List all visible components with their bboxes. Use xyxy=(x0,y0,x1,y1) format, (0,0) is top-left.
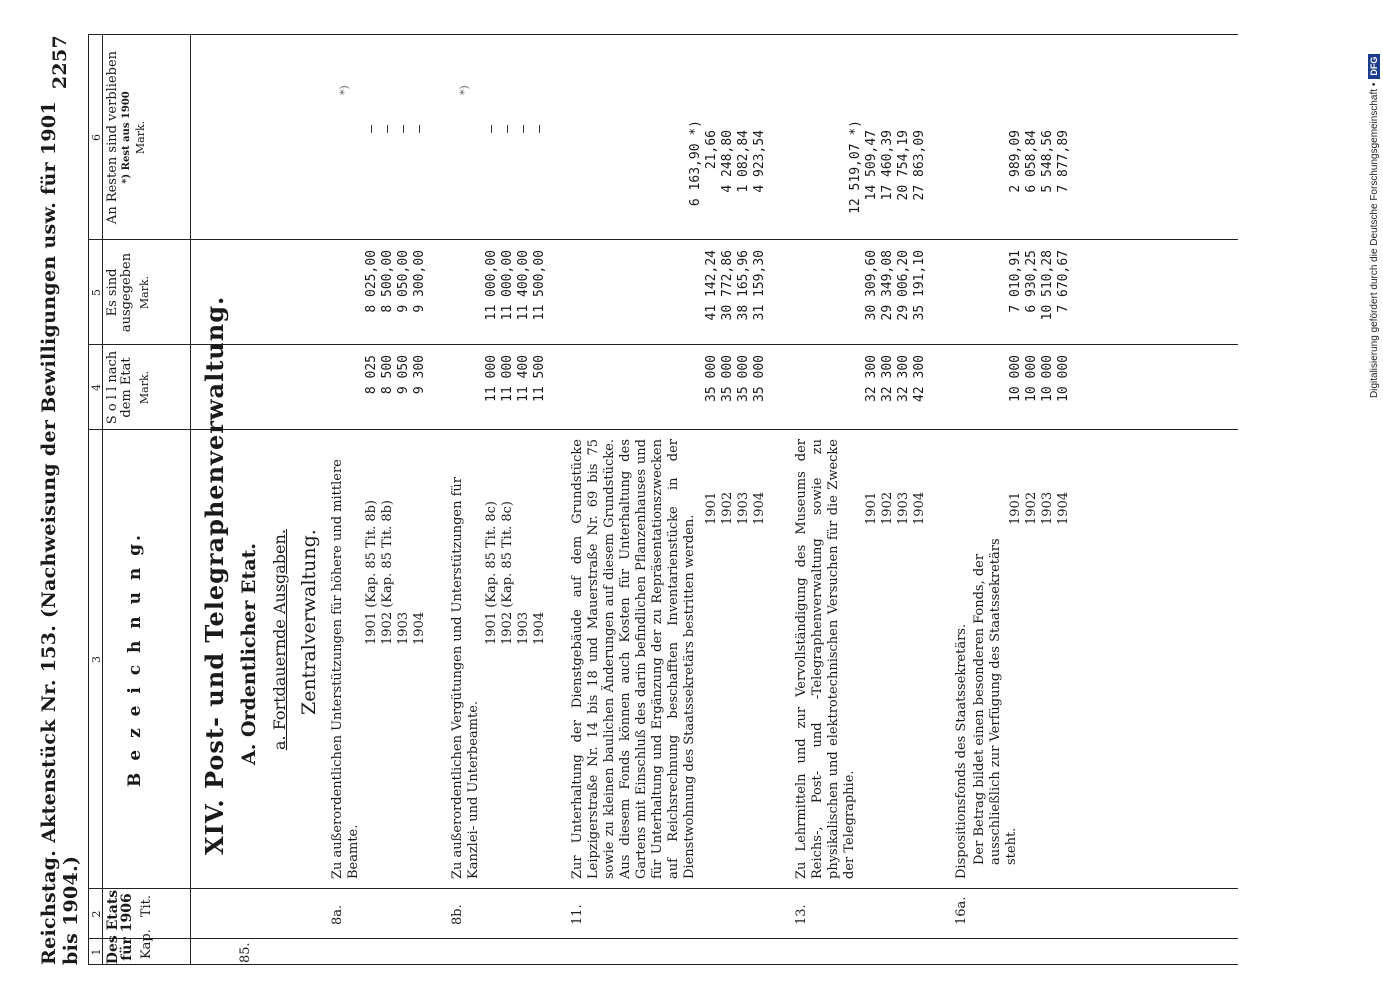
ausgegeben-value: 35 191,10 xyxy=(912,250,927,321)
col-head-bezeichnung-label: B e z e i c h n u n g. xyxy=(125,532,145,787)
section-ordentlicher-etat: A. Ordentlicher Etat. xyxy=(238,543,260,765)
rest-value: 5 548,56 xyxy=(1040,130,1055,193)
footnote-star: *) xyxy=(338,85,351,95)
ausgegeben-value: 7 670,67 xyxy=(1056,250,1071,313)
col-head-etat xyxy=(106,889,154,965)
digitization-note xyxy=(1362,8,1382,398)
rest-value: — xyxy=(500,125,515,133)
col-head-bezeichnung xyxy=(125,430,145,889)
entry-year-row: 1904 xyxy=(912,491,927,525)
ausgegeben-value: 6 930,25 xyxy=(1024,250,1039,313)
col-head-soll-label: S o l l nach dem Etat xyxy=(105,350,134,425)
entry-year-row: 1901 xyxy=(704,491,719,525)
col-num-3: 3 xyxy=(90,656,103,663)
soll-value: 42 300 xyxy=(912,355,927,402)
col-head-reste-unit: Mark. xyxy=(134,120,147,155)
ausgegeben-value: 29 006,20 xyxy=(896,250,911,321)
ausgegeben-value: 38 165,96 xyxy=(736,250,751,321)
col-head-ausgegeben-unit: Mark. xyxy=(138,275,151,310)
entry-text: Dispositionsfonds des Staatssekretärs. xyxy=(954,623,969,879)
rest-value: 20 754,19 xyxy=(896,130,911,201)
soll-value: 8 500 xyxy=(380,355,395,395)
ausgegeben-value: 41 142,24 xyxy=(704,250,719,321)
col-num-2: 2 xyxy=(90,910,103,918)
soll-value: 10 000 xyxy=(1024,355,1039,402)
ausgegeben-value: 7 010,91 xyxy=(1008,250,1023,313)
col-num-6: 6 xyxy=(90,134,103,141)
rest-value: 6 058,84 xyxy=(1024,130,1039,193)
entry-year-row: 1904 xyxy=(412,611,427,645)
entry-year-row: 1901 xyxy=(1008,491,1023,525)
rest-value: 17 460,39 xyxy=(880,130,895,201)
entry-year-row: 1901 (Kap. 85 Tit. 8c) xyxy=(484,501,499,645)
entry-year-row: 1903 xyxy=(516,611,531,645)
entry-year-row: 1902 xyxy=(1024,491,1039,525)
page-header xyxy=(40,35,80,965)
soll-value: 11 500 xyxy=(532,355,547,402)
ausgegeben-value: 11 400,00 xyxy=(516,250,531,321)
entry-year-row: 1903 xyxy=(1040,491,1055,525)
entry-tit: 16a. xyxy=(954,896,969,925)
entry-text: Zu Lehrmitteln und zur Vervollständigung des Museums der Reichs-, Post- und -Telegraphenverwaltung sowie zu physikalischen und elektrotechnischen Versuchen für die Zwecke der Telegraphie. xyxy=(794,439,857,879)
entry-tit: 13. xyxy=(794,904,809,925)
entry-tit: 8b. xyxy=(450,904,465,925)
col-head-ausgegeben xyxy=(106,240,152,345)
entry-note: Der Betrag bildet einen besonderen Fonds, der ausschließlich zur Verfügung des Staatssekretärs steht. xyxy=(972,538,1019,865)
rotated-document-page xyxy=(40,35,1240,965)
entry-tit: 8a. xyxy=(330,904,345,925)
soll-value: 9 050 xyxy=(396,355,411,395)
ausgegeben-value: 29 349,08 xyxy=(880,250,895,321)
rest-value: 2 989,09 xyxy=(1008,130,1023,193)
col-head-soll-unit: Mark. xyxy=(138,370,151,405)
page-number: 2257 xyxy=(49,35,71,90)
soll-value: 11 400 xyxy=(516,355,531,402)
col-head-etat-label: Des Etats für 1906 xyxy=(105,889,135,965)
col-num-4: 4 xyxy=(90,384,103,391)
entry-year-row: 1902 (Kap. 85 Tit. 8b) xyxy=(380,500,395,645)
entry-year-row: 1904 xyxy=(752,491,767,525)
rest-value-1900: 12 519,07 *) xyxy=(848,120,863,214)
rest-value: 4 248,80 xyxy=(720,130,735,193)
ausgegeben-value: 10 510,28 xyxy=(1040,250,1055,321)
entry-year-row: 1902 xyxy=(720,491,735,525)
soll-value: 10 000 xyxy=(1040,355,1055,402)
col-num-1: 1 xyxy=(90,948,103,956)
entry-text: Zu außerordentlichen Unterstützungen für höhere und mittlere Beamte. xyxy=(330,459,361,879)
rest-value: — xyxy=(396,125,411,133)
rest-value: 27 863,09 xyxy=(912,130,927,201)
entry-year-row: 1903 xyxy=(736,491,751,525)
ausgegeben-value: 8 025,00 xyxy=(364,250,379,313)
ausgegeben-value: 30 772,86 xyxy=(720,250,735,321)
entry-year-row: 1903 xyxy=(396,611,411,645)
entry-year-row: 1904 xyxy=(1056,491,1071,525)
col-head-kap: Kap. xyxy=(139,929,154,960)
entry-text: Zu außerordentlichen Vergütungen und Unterstützungen für Kanzlei- und Unterbeamte. xyxy=(450,476,481,879)
ausgegeben-value: 9 300,00 xyxy=(412,250,427,313)
entry-year-row: 1902 xyxy=(880,491,895,525)
entry-text: Zur Unterhaltung der Dienstgebäude auf dem Grundstücke Leipzigerstraße Nr. 14 bis 18 und Mauerstraße Nr. 69 bis 75 sowie zu kleinen baulichen Änderungen auf diesem Grundstücke. Aus diesem Fonds können auch Kosten für Unterhaltung des Gartens mit Einschluß des darin befindlichen Pflanzenhauses und für Unterhaltung und Ergänzung der zu Repräsentationszwecken auf Reichsrechnung beschafften Inventarienstücke in der Dienstwohnung des Staatssekretärs bestritten werden. xyxy=(570,439,697,879)
ausgegeben-value: 30 309,60 xyxy=(864,250,879,321)
soll-value: 35 000 xyxy=(720,355,735,402)
col-head-soll xyxy=(106,345,152,430)
rest-value: 4 923,54 xyxy=(752,130,767,193)
soll-value: 8 025 xyxy=(364,355,379,395)
ausgegeben-value: 9 050,00 xyxy=(396,250,411,313)
rest-value: — xyxy=(484,125,499,133)
col-num-5: 5 xyxy=(90,289,103,296)
dfg-logo: DFG xyxy=(1368,54,1380,79)
page-header-title: Reichstag. Aktenstück Nr. 153. (Nachweisung der Bewilligungen usw. für 1901 bis 1904.) xyxy=(38,101,82,965)
rest-value: — xyxy=(532,125,547,133)
entry-year-row: 1903 xyxy=(896,491,911,525)
soll-value: 9 300 xyxy=(412,355,427,395)
rest-value: 1 082,84 xyxy=(736,130,751,193)
rest-value: 7 877,89 xyxy=(1056,130,1071,193)
soll-value: 32 300 xyxy=(864,355,879,402)
kap-number: 85. xyxy=(238,942,253,963)
col-head-reste-note: *) Rest aus 1900 xyxy=(121,91,132,184)
section-main-title: XIV. Post- und Telegraphenverwaltung. xyxy=(200,295,229,855)
entry-year-row: 1902 (Kap. 85 Tit. 8c) xyxy=(500,501,515,645)
col-head-tit: Tit. xyxy=(139,894,154,918)
soll-value: 32 300 xyxy=(896,355,911,402)
col-head-reste xyxy=(106,35,148,240)
rest-value: — xyxy=(380,125,395,133)
soll-value: 32 300 xyxy=(880,355,895,402)
footnote-star: *) xyxy=(458,85,471,95)
entry-year-row: 1901 (Kap. 85 Tit. 8b) xyxy=(364,500,379,645)
ausgegeben-value: 11 500,00 xyxy=(532,250,547,321)
soll-value: 10 000 xyxy=(1008,355,1023,402)
ausgegeben-value: 31 159,30 xyxy=(752,250,767,321)
entry-tit: 11. xyxy=(570,904,585,925)
soll-value: 35 000 xyxy=(736,355,751,402)
rest-value: 21,66 xyxy=(704,130,719,170)
budget-table xyxy=(88,35,1238,965)
section-fortdauernde: a. Fortdauernde Ausgaben. xyxy=(270,529,289,750)
soll-value: 35 000 xyxy=(752,355,767,402)
rest-value-1900: 6 163,90 *) xyxy=(688,120,703,207)
col-head-reste-label: An Resten sind verblieben xyxy=(105,50,120,225)
section-zentralverwaltung: Zentralverwaltung. xyxy=(298,529,320,715)
entry-year-row: 1904 xyxy=(532,611,547,645)
col-head-ausgegeben-label: Es sind ausgegeben xyxy=(105,252,134,333)
rest-value: — xyxy=(516,125,531,133)
ausgegeben-value: 11 000,00 xyxy=(500,250,515,321)
rest-value: — xyxy=(364,125,379,133)
ausgegeben-value: 8 500,00 xyxy=(380,250,395,313)
ausgegeben-value: 11 000,00 xyxy=(484,250,499,321)
entry-year-row: 1901 xyxy=(864,491,879,525)
soll-value: 11 000 xyxy=(500,355,515,402)
soll-value: 11 000 xyxy=(484,355,499,402)
soll-value: 10 000 xyxy=(1056,355,1071,402)
rest-value: 14 509,47 xyxy=(864,130,879,201)
digitization-text: Digitalisierung gefördert durch die Deutsche Forschungsgemeinschaft • xyxy=(1368,82,1380,398)
soll-value: 35 000 xyxy=(704,355,719,402)
rest-value: — xyxy=(412,125,427,133)
